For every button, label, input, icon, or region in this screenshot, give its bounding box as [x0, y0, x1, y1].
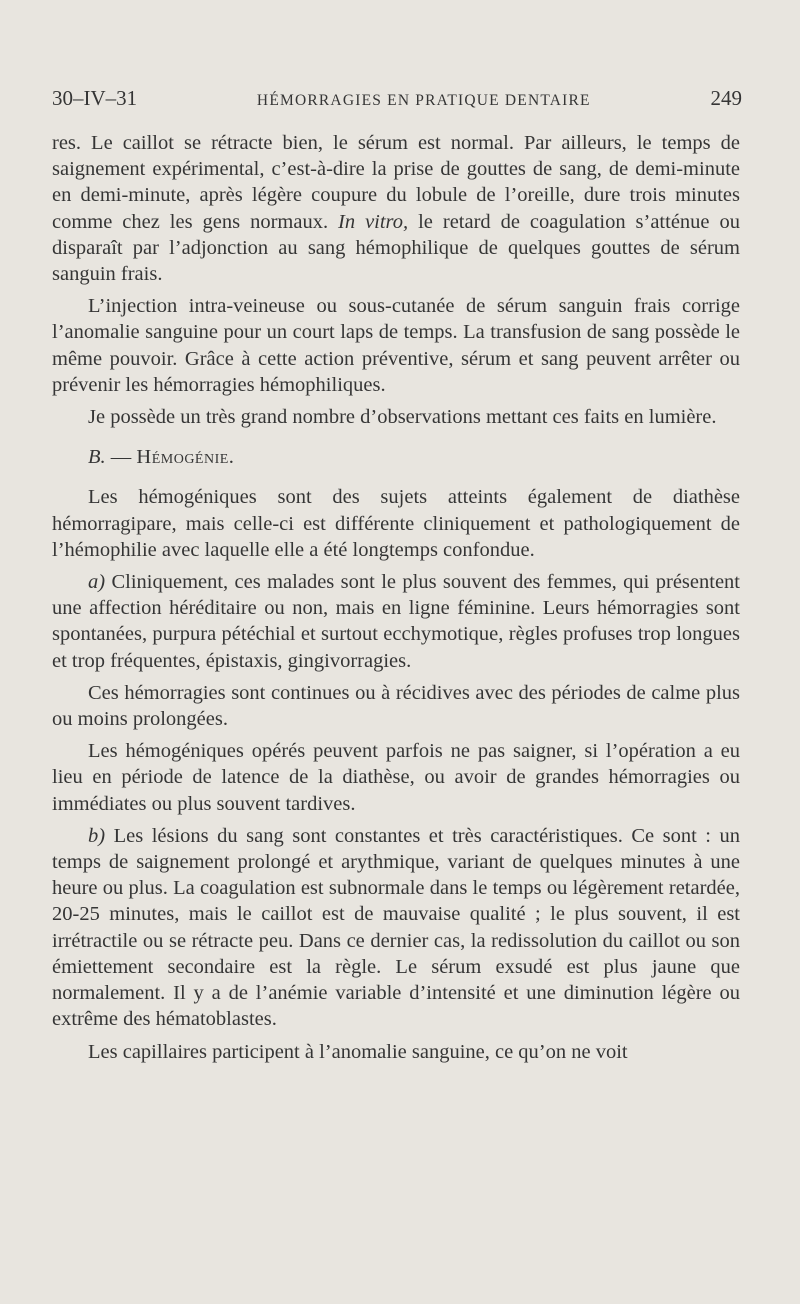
section-title: Hémogénie. [136, 446, 235, 469]
paragraph: Les capillaires participent à l’anomalie sanguine, ce qu’on ne voit [88, 1040, 628, 1063]
section-letter: B. [88, 446, 106, 469]
paragraph: Je possède un très grand nombre d’observations mettant ces faits en lumière. [88, 406, 717, 429]
paragraph: Les hémogéniques opérés peuvent parfois ne pas saigner, si l’opération a eu lieu en période de latence de la diathèse, ou avoir de grandes hémorragies ou immédiates ou plus souvent tardives. [52, 740, 740, 815]
paragraph: a) Cliniquement, ces malades sont le plus souvent des femmes, qui présentent une affection héréditaire ou non, mais en ligne féminine. Leurs hémorragies sont spontanées, purpura pétéchial et surtout ecchymotique, règles profuses trop longues et trop fréquentes, épistaxis, gingivorragies. [52, 571, 740, 672]
list-marker: b) [88, 824, 106, 847]
paragraph: Ces hémorragies sont continues ou à récidives avec des périodes de calme plus ou moins prolongées. [52, 681, 740, 731]
paragraph: L’injection intra-veineuse ou sous-cutanée de sérum sanguin frais corrige l’anomalie sanguine pour un court laps de temps. La transfusion de sang possède le même pouvoir. Grâce à cette action préventive, sérum et sang peuvent arrêter ou prévenir les hémorragies hémophiliques. [52, 295, 740, 396]
paragraph: Les hémogéniques sont des sujets atteints également de diathèse hémorragipare, mais celle-ci est différente cliniquement et pathologiquement de l’hémophilie avec laquelle elle a été longtemps confondue. [52, 486, 740, 561]
paragraph: res. Le caillot se rétracte bien, le sérum est normal. Par ailleurs, le temps de saignement expérimental, c’est-à-dire la prise de gouttes de sang, de demi-minute en demi-minute, après légère coupure du lobule de l’oreille, dure trois minutes comme chez les gens normaux. In vitro, le retard de coagulation s’atténue ou disparaît par l’adjonction au sang hémophilique de quelques gouttes de sérum sanguin frais. [52, 132, 740, 286]
page-number: 249 [710, 86, 742, 110]
paragraph: b) Les lésions du sang sont constantes et très caractéristiques. Ce sont : un temps de saignement prolongé et arythmique, variant de quelques minutes à une heure ou plus. La coagulation est subnormale dans le temps ou légèrement retardée, 20-25 minutes, mais le caillot est de mauvaise qualité ; le plus souvent, il est irrétractile ou se rétracte peu. Dans ce dernier cas, la redissolution du caillot ou son émiettement secondaire est la règle. Le sérum exsudé est plus jaune que normalement. Il y a de l’anémie variable d’intensité et une diminution légère ou extrême des hématoblastes. [52, 824, 740, 1031]
list-marker: a) [88, 571, 106, 594]
running-title: HÉMORRAGIES EN PRATIQUE DENTAIRE [256, 92, 591, 109]
body-text [52, 130, 740, 1065]
section-heading: B. — Hémogénie. [88, 446, 235, 469]
italic-phrase: In vitro, [338, 210, 409, 233]
chapter-marker: 30–IV–31 [52, 86, 138, 110]
running-header [52, 86, 742, 111]
